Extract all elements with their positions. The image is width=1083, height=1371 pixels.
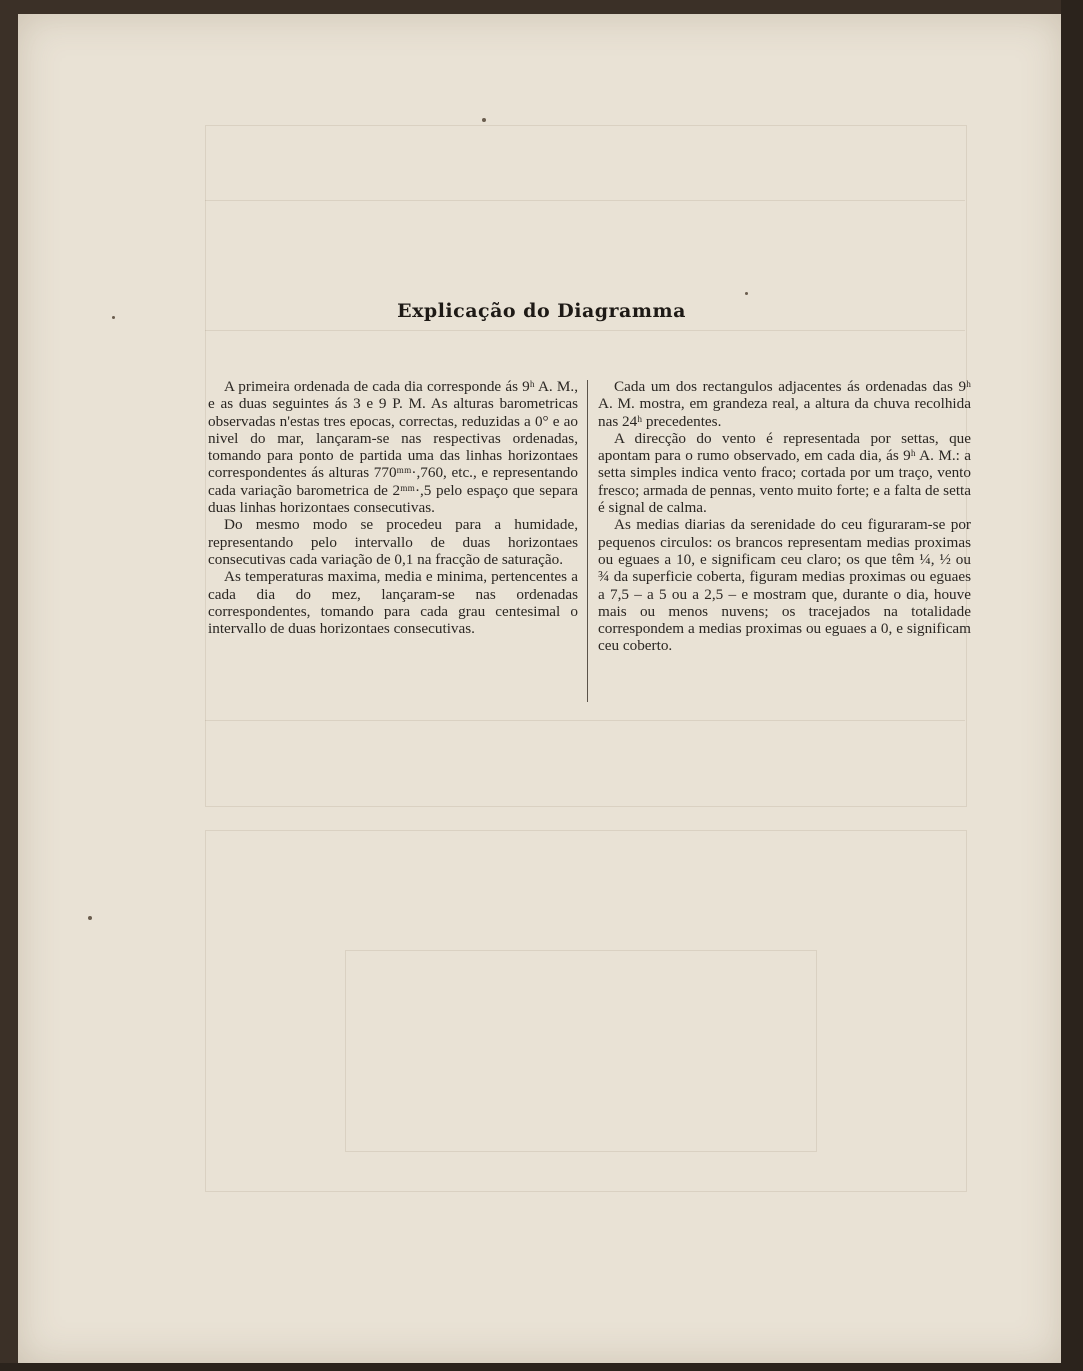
paragraph-barometric: A primeira ordenada de cada dia corresponde ás 9ʰ A. M., e as duas seguintes ás 3 e 9 P. M. As alturas barometricas observadas n'estas tres epocas, correctas, reduzidas a 0° e ao nivel do mar, lançaram-se nas respectivas ordenadas, tomando para ponto de partida uma das linhas horizontaes correspondentes ás alturas 770ᵐᵐ·,760, etc., e representando cada variação barometrica de 2ᵐᵐ·,5 pelo espaço que separa duas linhas horizontaes consecutivas. (208, 378, 578, 517)
page-bottom-shadow (0, 1363, 1083, 1371)
paragraph-sky: As medias diarias da serenidade do ceu figuraram-se por pequenos circulos: os brancos representam medias proximas ou eguaes a 10, e significam ceu claro; os que têm ¼, ½ ou ¾ da superficie coberta, figuram medias proximas ou eguaes a 7,5 – a 5 ou a 2,5 – e mostram que, durante o dia, houve mais ou menos nuvens; os tracejados na totalidade correspondem a medias proximas ou eguaes a 0, e significam ceu coberto. (598, 516, 971, 655)
page-title: Explicação do Diagramma (397, 300, 686, 322)
show-through-rule (205, 200, 965, 201)
paper-speck (88, 916, 92, 920)
paragraph-temperature: As temperaturas maxima, media e minima, pertencentes a cada dia do mez, lançaram-se nas ordenadas correspondentes, tomando para cada grau centesimal o intervallo de duas horizontaes consecutivas. (208, 568, 578, 638)
paragraph-humidity: Do mesmo modo se procedeu para a humidade, representando pelo intervallo de duas horizontaes consecutivas cada variação de 0,1 na fracção de saturação. (208, 516, 578, 568)
page-edge-shadow (1061, 0, 1083, 1371)
left-column (208, 378, 578, 637)
paragraph-wind: A direcção do vento é representada por settas, que apontam para o rumo observado, em cada dia, ás 9ʰ A. M.: a setta simples indica vento fraco; cortada por um traço, vento fresco; armada de pennas, vento muito forte; e a falta de setta é signal de calma. (598, 429, 971, 517)
paragraph-rain: Cada um dos rectangulos adjacentes ás ordenadas das 9ʰ A. M. mostra, em grandeza real, a altura da chuva recolhida nas 24ʰ precedentes. (598, 378, 971, 430)
column-divider (587, 380, 588, 702)
paper-speck (482, 118, 486, 122)
show-through-inner-box (345, 950, 817, 1152)
right-column (598, 378, 971, 655)
paper-speck (745, 292, 748, 295)
paper-speck (112, 316, 115, 319)
show-through-rule (205, 330, 965, 331)
show-through-rule (205, 720, 965, 721)
